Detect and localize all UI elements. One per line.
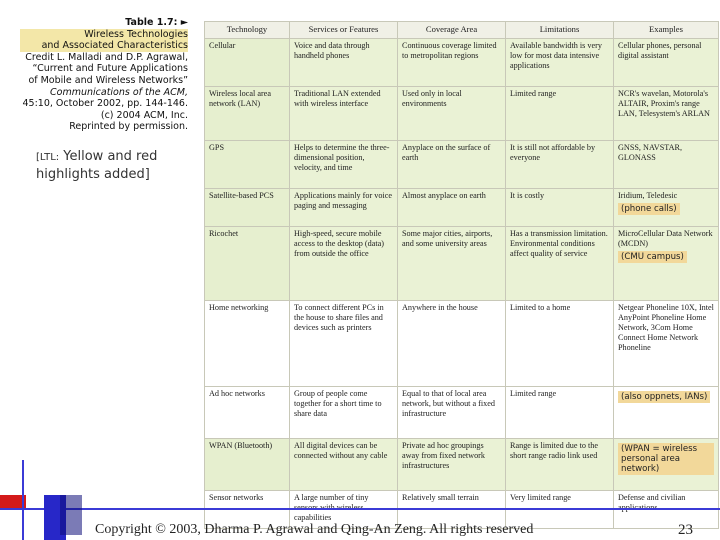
wireless-technologies-table bbox=[204, 21, 719, 529]
cell-limitations bbox=[506, 439, 614, 491]
cell-examples bbox=[614, 439, 719, 491]
table-row bbox=[205, 439, 719, 491]
cell-text: Available bandwidth is very low for most data intensive applications bbox=[510, 41, 602, 70]
cell-text: Helps to determine the three-dimensional position, velocity, and time bbox=[294, 143, 390, 172]
caption-line: 45:10, October 2002, pp. 144-146. bbox=[22, 98, 188, 110]
cell-coverage bbox=[398, 227, 506, 301]
decor-dark-block bbox=[60, 495, 82, 535]
cell-technology bbox=[205, 227, 290, 301]
caption-line: Communications of the ACM, bbox=[50, 86, 188, 98]
cell-text: Anywhere in the house bbox=[402, 303, 478, 312]
cell-examples bbox=[614, 301, 719, 387]
cell-limitations bbox=[506, 87, 614, 141]
cell-text: Has a transmission limitation. Environmental conditions affect quality of service bbox=[510, 229, 608, 258]
cell-technology bbox=[205, 439, 290, 491]
caption-line: “Current and Future Applications bbox=[32, 63, 188, 75]
table-header-row bbox=[205, 22, 719, 39]
cell-limitations bbox=[506, 387, 614, 439]
table-row bbox=[205, 141, 719, 189]
note-prefix: [LTL: bbox=[36, 152, 60, 163]
cell-coverage bbox=[398, 387, 506, 439]
cell-examples bbox=[614, 387, 719, 439]
cell-text: Home networking bbox=[209, 303, 269, 312]
highlight-annotation: (also oppnets, IANs) bbox=[618, 391, 710, 403]
cell-text: Defense and civilian bbox=[618, 493, 686, 502]
header-limitations: Limitations bbox=[506, 22, 614, 39]
cell-text: Very limited range bbox=[510, 493, 571, 502]
cell-technology bbox=[205, 87, 290, 141]
cell-text: Anyplace on the surface of earth bbox=[402, 143, 491, 162]
cell-text: Used only in local environments bbox=[402, 89, 462, 108]
cell-coverage bbox=[398, 141, 506, 189]
cell-services bbox=[290, 227, 398, 301]
caption-line: and Associated Characteristics bbox=[20, 40, 188, 52]
highlight-annotation: (WPAN = wireless personal area network) bbox=[618, 443, 714, 475]
cell-examples bbox=[614, 141, 719, 189]
cell-services bbox=[290, 387, 398, 439]
cell-text: Some major cities, airports, and some university areas bbox=[402, 229, 493, 248]
cell-text: It is costly bbox=[510, 191, 545, 200]
cell-text: Satellite-based PCS bbox=[209, 191, 274, 200]
table-row bbox=[205, 39, 719, 87]
decor-line bbox=[0, 508, 720, 510]
page-number: 23 bbox=[678, 522, 693, 538]
table-row bbox=[205, 189, 719, 227]
cell-limitations bbox=[506, 141, 614, 189]
cell-coverage bbox=[398, 39, 506, 87]
cell-text: Range is limited due to the short range radio link used bbox=[510, 441, 598, 460]
cell-coverage bbox=[398, 439, 506, 491]
cell-limitations bbox=[506, 39, 614, 87]
caption-line: (c) 2004 ACM, Inc. bbox=[100, 109, 188, 121]
cell-examples bbox=[614, 87, 719, 141]
cell-technology bbox=[205, 39, 290, 87]
cell-text: Group of people come together for a short time to share data bbox=[294, 389, 382, 418]
cell-text: Cellular phones, personal digital assistant bbox=[618, 41, 702, 60]
cell-services bbox=[290, 301, 398, 387]
caption-line: Wireless Technologies bbox=[20, 29, 188, 41]
cell-text: All digital devices can be connected without any cable bbox=[294, 441, 388, 460]
decor-line bbox=[22, 508, 24, 540]
header-coverage: Coverage Area bbox=[398, 22, 506, 39]
cell-coverage bbox=[398, 189, 506, 227]
copyright-footer: Copyright © 2003, Dharma P. Agrawal and Qing-An Zeng. All rights reserved bbox=[95, 522, 534, 537]
cell-services bbox=[290, 141, 398, 189]
highlight-note bbox=[36, 148, 176, 183]
cell-services bbox=[290, 439, 398, 491]
cell-text: GPS bbox=[209, 143, 225, 152]
cell-services bbox=[290, 189, 398, 227]
cell-text: NCR's wavelan, Motorola's ALTAIR, Proxim's range LAN, Telesystem's ARLAN bbox=[618, 89, 710, 118]
cell-text: High-speed, secure mobile access to the desktop (data) from outside the office bbox=[294, 229, 385, 258]
cell-text: Limited range bbox=[510, 89, 557, 98]
highlight-annotation: (CMU campus) bbox=[618, 251, 687, 263]
cell-text: Sensor networks bbox=[209, 493, 264, 502]
caption-line: Credit L. Malladi and D.P. Agrawal, bbox=[25, 51, 188, 63]
cell-text: Applications mainly for voice paging and messaging bbox=[294, 191, 392, 210]
cell-technology bbox=[205, 301, 290, 387]
cell-text: Cellular bbox=[209, 41, 236, 50]
table-row bbox=[205, 387, 719, 439]
cell-limitations bbox=[506, 227, 614, 301]
cell-limitations bbox=[506, 301, 614, 387]
cell-coverage bbox=[398, 301, 506, 387]
cell-text: Voice and data through handheld phones bbox=[294, 41, 370, 60]
cell-limitations bbox=[506, 189, 614, 227]
cell-text: To connect different PCs in the house to share files and devices such as printers bbox=[294, 303, 384, 332]
cell-text: Private ad hoc groupings away from fixed network infrastructures bbox=[402, 441, 485, 470]
cell-text: It is still not affordable by everyone bbox=[510, 143, 596, 162]
caption-line: of Mobile and Wireless Networks” bbox=[28, 74, 188, 86]
cell-examples bbox=[614, 227, 719, 301]
cell-text: A large number of tiny capabilities bbox=[294, 493, 369, 522]
cell-text: Wireless local area network (LAN) bbox=[209, 89, 271, 108]
header-services: Services or Features bbox=[290, 22, 398, 39]
table-row bbox=[205, 87, 719, 141]
cell-text: GNSS, NAVSTAR, GLONASS bbox=[618, 143, 683, 162]
cell-text: Continuous coverage limited to metropolitan regions bbox=[402, 41, 497, 60]
table-caption bbox=[20, 17, 188, 133]
table-row bbox=[205, 227, 719, 301]
cell-technology bbox=[205, 387, 290, 439]
cell-examples bbox=[614, 189, 719, 227]
table-row bbox=[205, 301, 719, 387]
cell-text: Ricochet bbox=[209, 229, 239, 238]
cell-text: Equal to that of local area network, but without a fixed infrastructure bbox=[402, 389, 496, 418]
cell-text: Ad hoc networks bbox=[209, 389, 265, 398]
cell-technology bbox=[205, 141, 290, 189]
header-examples: Examples bbox=[614, 22, 719, 39]
cell-text: Relatively small terrain bbox=[402, 493, 479, 502]
highlight-annotation: (phone calls) bbox=[618, 203, 680, 215]
note-text: Yellow and red highlights added] bbox=[36, 149, 158, 182]
cell-text: Netgear Phoneline 10X, Intel AnyPoint Phoneline Home Network, 3Com Home Connect Home Network Phoneline bbox=[618, 303, 714, 352]
cell-services bbox=[290, 87, 398, 141]
caption-line: Reprinted by permission. bbox=[69, 121, 188, 133]
cell-text: MicroCellular Data Network (MCDN) bbox=[618, 229, 713, 248]
cell-services bbox=[290, 39, 398, 87]
cell-text: Iridium, Teledesic bbox=[618, 191, 678, 200]
cell-technology bbox=[205, 189, 290, 227]
cell-coverage bbox=[398, 87, 506, 141]
caption-title: Table 1.7: ► bbox=[125, 17, 188, 28]
cell-text: Limited range bbox=[510, 389, 557, 398]
cell-text: Limited to a home bbox=[510, 303, 571, 312]
cell-text: Traditional LAN extended with wireless interface bbox=[294, 89, 381, 108]
cell-text: WPAN (Bluetooth) bbox=[209, 441, 273, 450]
cell-examples bbox=[614, 39, 719, 87]
header-technology: Technology bbox=[205, 22, 290, 39]
cell-text: Almost anyplace on earth bbox=[402, 191, 486, 200]
